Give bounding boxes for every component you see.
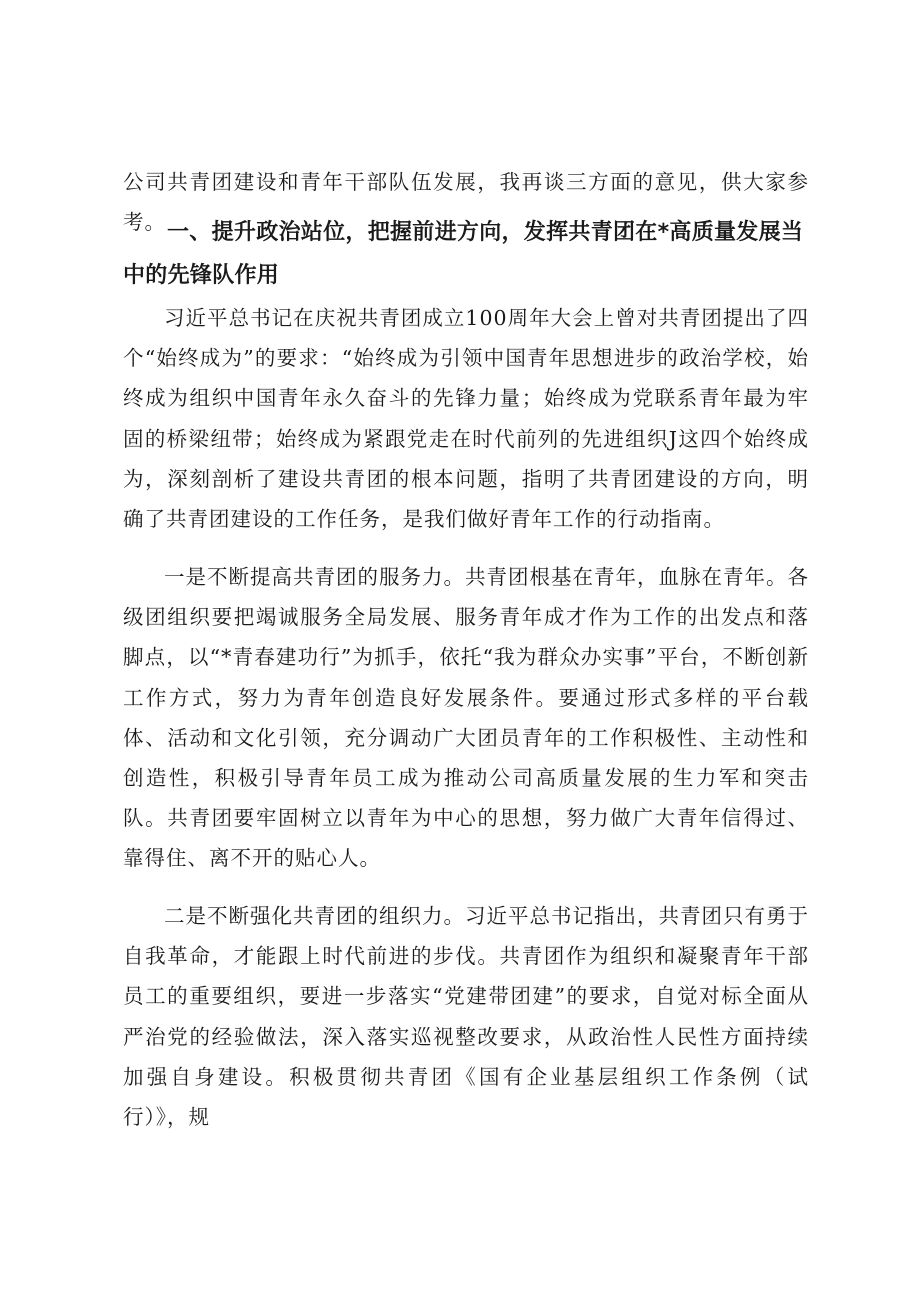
section-heading: 一、提升政治站位，把握前进方向，发挥共青团在*高质量发展当中的先锋队作用 [123,220,804,288]
body-paragraph-1: 习近平总书记在庆祝共青团成立100周年大会上曾对共青团提出了四个“始终成为”的要求：“始终成为引领中国青年思想进步的政治学校，始终成为组织中国青年永久奋斗的先锋力量；始终成为党联系青年最为牢固的桥梁纽带；始终成为紧跟党走在时代前列的先进组织J这四个始终成为，深刻剖析了建设共青团的根本问题，指明了共青团建设的方向，明确了共青团建设的工作任务，是我们做好青年工作的行动指南。 [123,306,809,532]
body-paragraph-3: 二是不断强化共青团的组织力。习近平总书记指出，共青团只有勇于自我革命，才能跟上时代前进的步伐。共青团作为组织和凝聚青年干部员工的重要组织，要进一步落实“党建带团建”的要求，自觉对标全面从严治党的经验做法，深入落实巡视整改要求，从政治性人民性方面持续加强自身建设。积极贯彻共青团《国有企业基层组织工作条例（试行）》，规 [123,904,809,1130]
intro-paragraph: 公司共青团建设和青年干部队伍发展，我再谈三方面的意见，供大家参考。 [123,170,809,235]
body-paragraph-2: 一是不断提高共青团的服务力。共青团根基在青年，血脉在青年。各级团组织要把竭诚服务全局发展、服务青年成才作为工作的出发点和落脚点，以“*青春建功行”为抓手，依托“我为群众办实事”平台，不断创新工作方式，努力为青年创造良好发展条件。要通过形式多样的平台载体、活动和文化引领，充分调动广大团员青年的工作积极性、主动性和创造性，积极引导青年员工成为推动公司高质量发展的生力军和突击队。共青团要牢固树立以青年为中心的思想，努力做广大青年信得过、靠得住、离不开的贴心人。 [123,565,809,871]
